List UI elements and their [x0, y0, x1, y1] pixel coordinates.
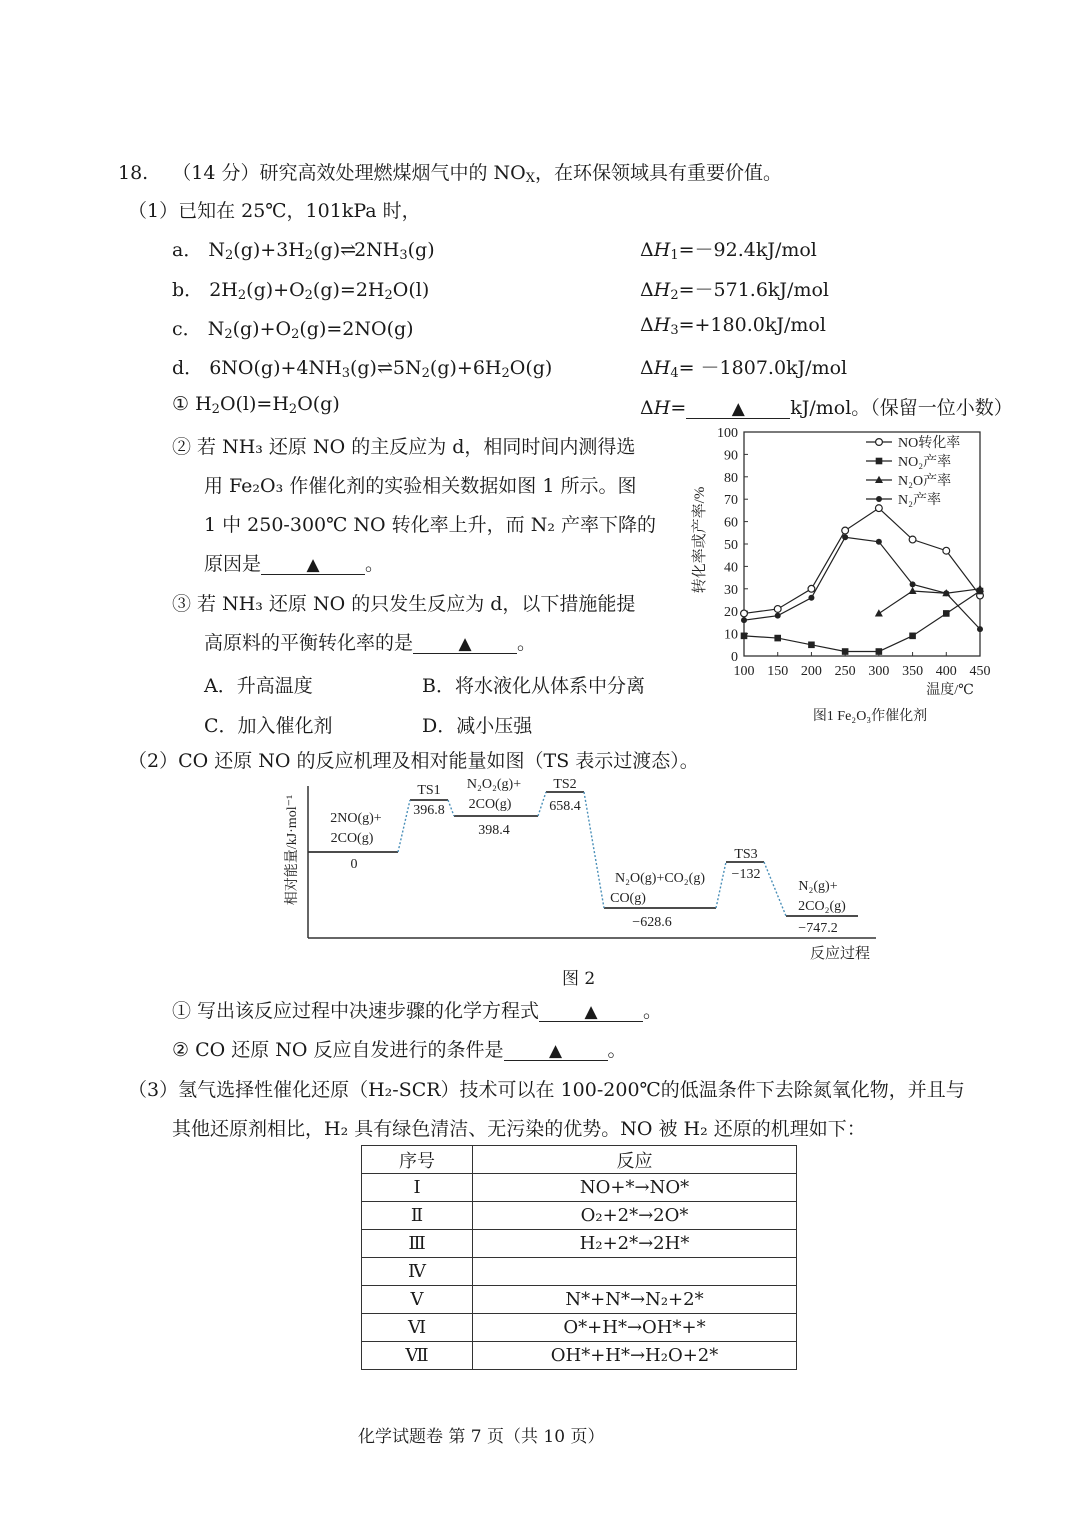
- data-point: [909, 536, 916, 543]
- page-footer: 化学试题卷 第 7 页（共 10 页）: [358, 1427, 605, 1447]
- option-d: D．减小压强: [422, 715, 533, 737]
- table-row: Ⅰ NO+*→NO*: [362, 1174, 797, 1202]
- data-point: [909, 633, 916, 640]
- figure-1-xlabel: 温度/℃: [926, 683, 974, 698]
- data-point: [808, 642, 815, 649]
- question-number: 18.: [118, 162, 149, 184]
- level-value-reactants: 0: [350, 857, 358, 872]
- table-row: Ⅴ N*+N*→N₂+2*: [362, 1286, 797, 1314]
- y-tick-label: 0: [731, 650, 738, 665]
- figure-2-xlabel: 反应过程: [809, 946, 871, 962]
- q2-line-3: 1 中 250-300℃ NO 转化率上升，而 N₂ 产率下降的: [204, 514, 656, 536]
- data-point: [876, 496, 882, 502]
- q3-line-2: 高原料的平衡转化率的是 ▲ 。: [204, 632, 537, 654]
- reaction-b-dh: $\Delta H_2=-571.6kJ$/mol: [640, 279, 829, 303]
- series-0: [741, 505, 984, 617]
- level-value-int2: −628.6: [632, 915, 672, 930]
- level-label-ts2: TS2: [553, 777, 577, 792]
- level-label-reactants-2: 2CO(g): [330, 831, 374, 846]
- level-value-int1: 398.4: [478, 823, 510, 838]
- data-point: [943, 590, 949, 596]
- figure-2-caption: 图 2: [562, 969, 596, 989]
- data-point: [808, 595, 814, 601]
- reaction-a: a． $N_2(g)+3H_2(g)\rightleftharpoons 2NH_3(g)$: [172, 239, 435, 263]
- data-point: [774, 635, 781, 642]
- table-header-no: 序号: [362, 1146, 473, 1174]
- series-line: [744, 508, 980, 613]
- option-c: C．加入催化剂: [204, 715, 333, 737]
- y-tick-label: 60: [724, 515, 738, 531]
- data-point: [876, 439, 883, 446]
- answer-blank-5[interactable]: ▲: [504, 1041, 608, 1061]
- option-b: B．将水液化从体系中分离: [422, 675, 645, 697]
- table-row: Ⅱ O₂+2*→2O*: [362, 1202, 797, 1230]
- legend-label: NO转化率: [898, 436, 961, 451]
- figure-1-caption: 图1 Fe₂O₃作催化剂: [812, 709, 928, 724]
- question-header: 18. （14 分）研究高效处理燃煤烟气中的 $NO_X$，在环保领域具有重要价值。: [118, 162, 783, 186]
- legend-label: N₂O产率: [898, 474, 952, 489]
- option-a: A．升高温度: [204, 675, 313, 697]
- reaction-c: c． $N_2(g)+O_2(g)=2NO(g)$: [172, 318, 414, 342]
- figure-1-ylabel: 转化率或产率/%: [692, 486, 708, 594]
- y-tick-label: 50: [724, 538, 738, 553]
- data-point: [875, 609, 883, 616]
- data-point: [775, 613, 781, 619]
- part3-line-2: 其他还原剂相比，H₂ 具有绿色清洁、无污染的优势。NO 被 H₂ 还原的机理如下：: [172, 1118, 866, 1140]
- data-point: [875, 505, 882, 512]
- data-point: [808, 585, 815, 592]
- data-point: [910, 581, 916, 587]
- level-label-int2-1: N₂O(g)+CO₂(g): [615, 871, 705, 886]
- x-tick-label: 150: [767, 664, 789, 679]
- data-point: [774, 606, 781, 613]
- level-label-int1-2: 2CO(g): [468, 797, 512, 812]
- y-tick-label: 80: [724, 470, 738, 486]
- x-tick-label: 100: [733, 664, 755, 679]
- level-value-ts1: 396.8: [413, 803, 445, 818]
- answer-blank-1[interactable]: ▲: [686, 399, 790, 419]
- q2-line-4: 原因是 ▲ 。: [204, 553, 385, 575]
- level-label-products-1: N₂(g)+: [798, 879, 838, 894]
- table-row: Ⅶ OH*+H*→H₂O+2*: [362, 1342, 797, 1370]
- answer-blank-6[interactable]: [473, 1258, 797, 1286]
- data-point: [842, 527, 849, 534]
- y-tick-label: 40: [724, 560, 738, 576]
- q1-equation: ① $H_2O(l)=H_2O(g)$: [172, 393, 340, 417]
- part1-label: （1）已知在 25℃，101kPa 时，: [128, 200, 421, 222]
- level-label-ts1: TS1: [417, 783, 441, 798]
- y-tick-label: 100: [717, 426, 738, 441]
- data-point: [842, 648, 849, 655]
- part2-label: （2）CO 还原 NO 的反应机理及相对能量如图（TS 表示过渡态）。: [128, 750, 699, 772]
- data-point: [876, 539, 882, 545]
- part3-line-1: （3）氢气选择性催化还原（H₂-SCR）技术可以在 100-200℃的低温条件下去除氮氧化物，并且与: [128, 1079, 965, 1101]
- x-tick-label: 200: [800, 664, 822, 679]
- y-tick-label: 90: [724, 448, 738, 464]
- x-tick-label: 250: [834, 664, 856, 679]
- level-label-reactants-1: 2NO(g)+: [330, 811, 382, 826]
- series-line: [744, 591, 980, 651]
- data-point: [876, 648, 883, 655]
- reaction-a-dh: $\Delta H_1=-92.4kJ$/mol: [640, 239, 817, 263]
- x-tick-label: 450: [969, 664, 991, 679]
- data-point: [741, 633, 748, 640]
- reaction-c-dh: $\Delta H_3=+180.0kJ$/mol: [640, 314, 826, 338]
- table-header-row: [362, 1146, 797, 1174]
- table-row-blank: Ⅳ: [362, 1258, 797, 1286]
- q3-line-1: ③ 若 NH₃ 还原 NO 的只发生反应为 d，以下措施能提: [172, 593, 636, 615]
- figure-1-chart: [680, 418, 1000, 730]
- energy-path-connectors: [398, 792, 786, 916]
- x-tick-label: 300: [868, 664, 890, 679]
- x-tick-label: 350: [902, 664, 924, 679]
- x-tick-label: 400: [935, 664, 957, 679]
- level-label-products-2: 2CO₂(g): [798, 899, 846, 914]
- data-point: [909, 587, 917, 594]
- y-tick-label: 10: [724, 627, 738, 643]
- answer-blank-3[interactable]: ▲: [413, 634, 517, 654]
- data-point: [943, 547, 950, 554]
- answer-blank-4[interactable]: ▲: [539, 1002, 643, 1022]
- data-point: [842, 534, 848, 540]
- level-value-ts3: −132: [731, 867, 761, 882]
- data-point: [943, 610, 950, 617]
- part2-q1: ① 写出该反应过程中决速步骤的化学方程式 ▲ 。: [172, 1000, 663, 1022]
- q2-line-2: 用 Fe₂O₃ 作催化剂的实验相关数据如图 1 所示。图: [204, 475, 637, 497]
- table-row: Ⅲ H₂+2*→2H*: [362, 1230, 797, 1258]
- y-tick-label: 20: [724, 605, 738, 621]
- q1-answer-line: ΔH= ▲ kJ/mol。（保留一位小数）: [640, 397, 1013, 419]
- answer-blank-2[interactable]: ▲: [261, 555, 365, 575]
- figure-2-energy-diagram: [280, 772, 880, 972]
- data-point: [741, 610, 748, 617]
- data-point: [876, 458, 883, 465]
- data-point: [741, 617, 747, 623]
- q2-line-1: ② 若 NH₃ 还原 NO 的主反应为 d，相同时间内测得选: [172, 436, 636, 458]
- reaction-b: b． $2H_2(g)+O_2(g)=2H_2O(l)$: [172, 279, 430, 303]
- table-row: Ⅵ O*+H*→OH*+*: [362, 1314, 797, 1342]
- figure-2-ylabel: 相对能量/kJ·mol⁻¹: [285, 794, 300, 906]
- level-value-ts2: 658.4: [549, 799, 581, 814]
- legend-label: NO₂产率: [898, 455, 952, 470]
- level-value-products: −747.2: [798, 921, 838, 936]
- reaction-d-dh: $\Delta H_4= -1807.0kJ/mol$: [640, 357, 848, 381]
- part2-q2: ② CO 还原 NO 反应自发进行的条件是 ▲ 。: [172, 1039, 627, 1061]
- reaction-d: d． $6NO(g)+4NH_3(g)\rightleftharpoons 5N_2(g)+6H_2O(g)$: [172, 357, 553, 381]
- level-label-int2-2: CO(g): [610, 891, 646, 906]
- legend-label: N₂产率: [898, 493, 941, 508]
- y-tick-label: 30: [724, 582, 738, 598]
- level-label-int1-1: N₂O₂(g)+: [466, 777, 522, 792]
- level-label-ts3: TS3: [734, 847, 758, 862]
- mechanism-table: [361, 1145, 797, 1370]
- data-point: [875, 476, 883, 483]
- data-point: [977, 626, 983, 632]
- table-header-rxn: 反应: [473, 1146, 797, 1174]
- series-1: [741, 588, 984, 655]
- y-tick-label: 70: [724, 493, 738, 509]
